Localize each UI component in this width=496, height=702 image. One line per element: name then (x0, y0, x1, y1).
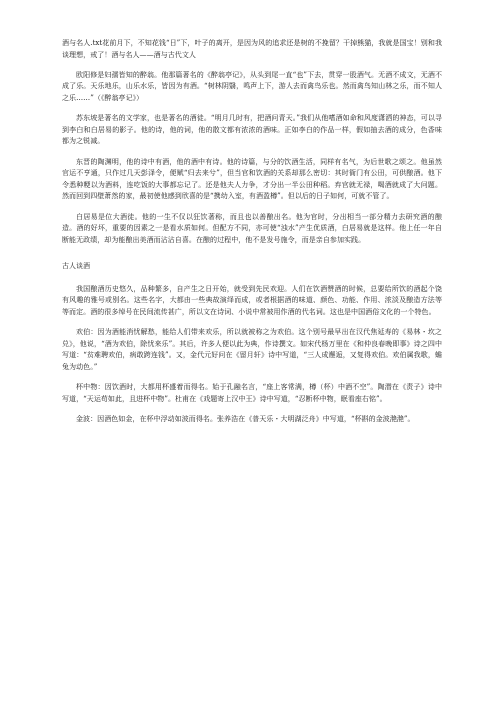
paragraph-history: 我国酿酒历史悠久，品种繁多，自产生之日开始，就受到先民欢迎。人们在饮酒赞酒的时候，总要给所饮的酒起个饶有风趣的雅号或别名。这些名字，大都由一些典故演绎而成，或者根据酒的味道、颜色、功能、作用、浓淡及酿造方法等等而定。酒的很多绰号在民间流传甚广，所以文在诗词、小说中常被用作酒的代名词。这也是中国酒俗文化的一个特色。 (62, 284, 442, 317)
intro-paragraph: 酒与名人.txt花前月下，不知花钱“日”下，叶子的离开，是因为风的追求还是树的不挽留？干掉熊猫，我就是国宝！别和我谈理想，戒了！酒与名人——酒与古代文人 (62, 39, 442, 59)
section-title: 古人谈酒 (62, 262, 90, 271)
paragraph-beizhongwu: 杯中物：因饮酒时，大都用杯盛着而得名。始于孔融名言，“座上客常满，樽（杯）中酒不空”。陶潜在《责子》诗中写道，“天运苟如此，且进杯中物”。杜甫在《戏题寄上汉中王》诗中写道，“忍断杯中物，眠看座右铭”。 (62, 383, 442, 403)
paragraph-ouyangxiu: 欧阳修是妇孺皆知的醉翁。他那篇著名的《醉翁亭记》，从头到尾一直“也”下去，贯穿一股酒气。无酒不成文，无酒不成了乐。天乐地乐，山乐水乐，皆因为有酒。“树林阴翳，鸣声上下，游人去而禽鸟乐也。然而禽鸟知山林之乐，而不知人之乐……”（《醉翁亭记》） (62, 70, 442, 102)
document-page (62, 38, 442, 434)
paragraph-jinbo: 金波：因酒色如金，在杯中浮动如波而得名。张养浩在《普天乐・大明湖泛舟》中写道，“杯斟的金波滟滟”。 (76, 415, 415, 423)
paragraph-sudongpo: 苏东坡是著名的文学家，也是著名的酒徒。“明月几时有，把酒问青天。”我们从他嗜酒如命和风度潇洒的神态，可以寻到李白和白居易的影子。他的诗，他的词，他的散文都有浓浓的酒味。正如李白的作品一样，假如抽去酒的成分，色香味都为之锐减。 (62, 114, 442, 146)
paragraph-taoyuanming: 东晋的陶渊明，他的诗中有酒，他的酒中有诗。他的诗篇，与分的饮酒生活，同样有名气，为后世歌之颂之。他虽然官运不亨通，只作过几天彭泽令，便赋“归去来兮”，但当官和饮酒的关系却那么密切：其时衙门有公田，可供酿酒。他下令悉种粳以为酒料，连吃饭的大事都忘记了。还是他夫人力争，才分出一半公田种稻。弃官就无禄，喝酒就成了大问题。然而回到四壁萧然的家，最初使他感到欣喜的是“携幼入室，有酒盈樽”。但以后的日子如何，可就不管了。 (62, 157, 442, 201)
paragraph-baijuyi: 白居易是位大酒徒。他的一生不仅以狂饮著称，而且也以善酿出名。他为官时，分出相当一部分精力去研究酒的酿造。酒的好坏，重要的因素之一是看水质如何。但配方不同，亦可使“浊水”产生优质酒，白居易就是这样。他上任一年自断能无政绩，却为能酿出美酒而沾沾自喜。在酿的过程中，他不是发号施令，而是亲自参加实践。 (62, 212, 442, 244)
paragraph-huanbo: 欢伯：因为酒能消忧解愁，能给人们带来欢乐，所以就被称之为欢伯。这个别号最早出在汉代焦延寿的《易林・坎之兑》，他说，“酒为欢伯，除忧来乐”。其后，许多人便以此为典，作诗撰文。如宋代杨万里在《和仲良春晚即事》诗之四中写道：“贫难聘欢伯，病敢跨连钱”。又，金代元好问在《留月轩》诗中写道，“三人成邂逅，又复得欢伯。欢伯属我歌，蟾兔为动色。” (62, 328, 442, 372)
